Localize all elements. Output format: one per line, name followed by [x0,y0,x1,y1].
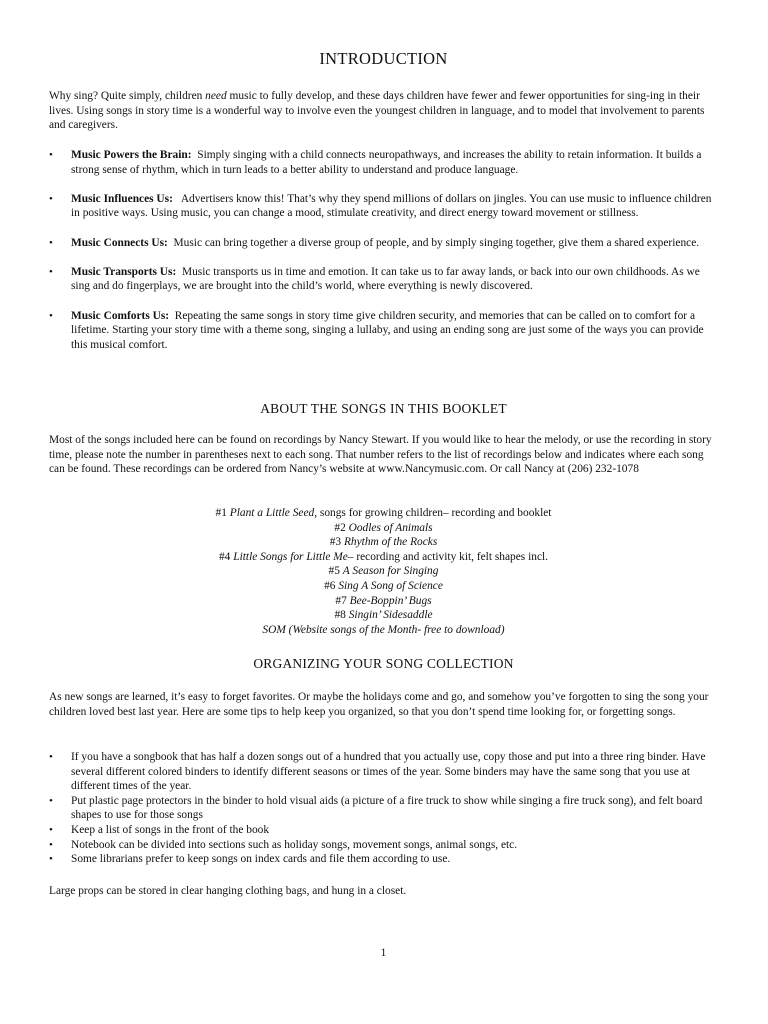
recordings-list [49,506,718,637]
recording-item: SOM (Website songs of the Month- free to download) [262,623,505,636]
list-item: • Keep a list of songs in the front of the book [49,823,718,838]
list-item: • Music Transports Us: Music transports us in time and emotion. It can take us to far away lands, or back into our own childhoods. As we sing and do fingerplays, we are brought into the child’s world, where everything is newly discovered. [49,265,718,294]
page-title: INTRODUCTION [319,49,448,68]
closing-paragraph: Large props can be stored in clear hanging clothing bags, and hung in a closet. [49,885,407,897]
benefits-list [49,148,718,352]
recording-item: #6 Sing A Song of Science [324,579,443,592]
list-item: • Some librarians prefer to keep songs on index cards and file them according to use. [49,852,718,867]
songs-paragraph: Most of the songs included here can be found on recordings by Nancy Stewart. If you would like to hear the melody, or use the recording in story time, please note the number in parentheses next to each song. That number refers to the list of recordings below and indicates where each song can be found. These recordings can be ordered from Nancy’s website at www.Nancymusic.com. Or call Nancy at (206) 232-1078 [49,434,712,476]
organizing-heading: ORGANIZING YOUR SONG COLLECTION [253,656,514,671]
songs-heading: ABOUT THE SONGS IN THIS BOOKLET [260,401,507,416]
organizing-paragraph: As new songs are learned, it’s easy to forget favorites. Or maybe the holidays come and go, and somehow you’ve forgotten to sing the song your children loved best last year. Here are some tips to help keep you organized, so that you don’t spend time looking for, or forgetting songs. [49,691,709,718]
recording-item: #1 Plant a Little Seed, songs for growing children– recording and booklet [215,507,552,519]
list-item: • Music Connects Us: Music can bring together a diverse group of people, and by simply singing together, give them a shared experience. [49,236,718,251]
recording-item: #5 A Season for Singing [328,565,439,578]
recording-item: #3 Rhythm of the Rocks [329,536,438,549]
tips-list [49,750,718,867]
list-item: • If you have a songbook that has half a dozen songs out of a hundred that you actually use, copy those and put into a three ring binder. Have several different colored binders to identify different seasons or times of the year. Some binders may have the same song that you use at different times of the year. [49,750,718,794]
recording-item: #2 Oodles of Animals [334,521,433,534]
list-item: • Put plastic page protectors in the binder to hold visual aids (a picture of a fire truck to show while singing a fire truck song), and felt board shapes to use for those songs [49,794,718,823]
list-item: • Music Influences Us: Advertisers know this! That’s why they spend millions of dollars on jingles. You can use music to influence children in positive ways. Using music, you can change a mood, stimulate creativity, and direct energy toward movement or stillness. [49,192,718,221]
page-number: 1 [380,947,387,959]
list-item: • Music Powers the Brain: Simply singing with a child connects neuropathways, and increases the ability to retain information. It builds a strong sense of rhythm, which in turn leads to a better ability to understand and produce language. [49,148,718,177]
recording-item: #4 Little Songs for Little Me– recording and activity kit, felt shapes incl. [218,550,549,563]
emphasis-need: need [205,90,227,102]
intro-paragraph: Why sing? Quite simply, children need music to fully develop, and these days children have fewer and fewer opportunities for sing-ing in their lives. Using songs in story time is a wonderful way to involve even the youngest children in language, and to model that involvement to parents and caregivers. [49,90,705,132]
recording-item: #7 Bee-Boppin’ Bugs [335,594,432,607]
list-item: • Notebook can be divided into sections such as holiday songs, movement songs, animal songs, etc. [49,838,718,853]
recording-item: #8 Singin’ Sidesaddle [334,609,433,622]
list-item: • Music Comforts Us: Repeating the same songs in story time give children security, and memories that can be called on to comfort for a lifetime. Starting your story time with a theme song, singing a lullaby, and using an ending song are just some of the ways you can provide this musical comfort. [49,309,718,353]
